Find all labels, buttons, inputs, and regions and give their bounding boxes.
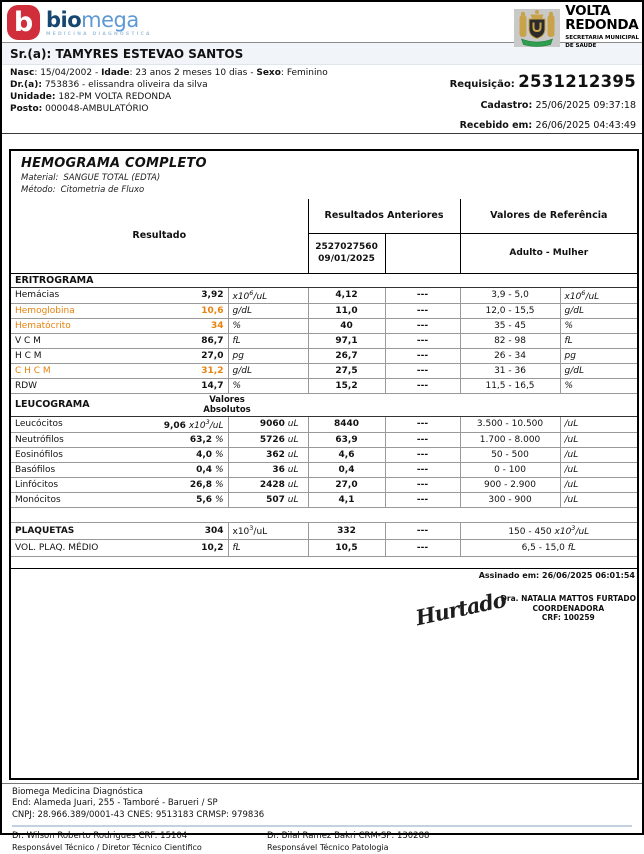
result-number: 34 [210, 320, 224, 331]
cell-absolute-value [228, 492, 308, 507]
cell-previous-result: 27,0 [308, 477, 385, 492]
cell-analyte-name: VOL. PLAQ. MÉDIO [11, 539, 146, 556]
ref-group-header: Adulto - Mulher [460, 233, 637, 273]
unit-text: g/dL [564, 365, 584, 376]
unit-text: /uL [564, 479, 579, 490]
results-table [11, 199, 637, 569]
cell-result-value [146, 462, 228, 477]
cell-previous-result: 4,6 [308, 447, 385, 462]
section-header-row [11, 273, 637, 287]
volta-line2: REDONDA [565, 16, 639, 33]
cell-analyte-name: PLAQUETAS [11, 522, 146, 539]
idade-label: Idade [101, 68, 130, 78]
prev-result-id-header [308, 233, 385, 273]
table-row [11, 363, 637, 378]
cell-previous-result-2: --- [385, 447, 460, 462]
unit-text: fL [232, 335, 241, 346]
cell-analyte-name: Hemácias [11, 287, 146, 303]
spacer-row [11, 556, 637, 568]
volta-redonda-text [565, 5, 639, 50]
nasc-value: : 15/04/2002 - [34, 68, 102, 78]
cell-previous-result: 97,1 [308, 333, 385, 348]
footer-registry: CNPJ: 28.966.389/0001-43 CNES: 9513183 CRMSP: 979836 [12, 809, 265, 820]
cell-previous-result: 63,9 [308, 432, 385, 447]
result-number: 4,0 [196, 449, 213, 460]
result-number: 14,7 [201, 380, 224, 391]
header-logo-row [2, 2, 642, 50]
cell-reference-range: 0 - 100 [460, 462, 560, 477]
cell-analyte-name: H C M [11, 348, 146, 363]
cell-analyte-name: Basófilos [11, 462, 146, 477]
cell-previous-result-2: --- [385, 492, 460, 507]
exam-title: HEMOGRAMA COMPLETO [21, 156, 207, 171]
cell-result-value [146, 539, 228, 556]
footer-address: End: Alameda Juari, 255 - Tamboré - Barueri / SP [12, 798, 218, 809]
recebido-line [450, 120, 636, 131]
cell-reference-unit [560, 303, 637, 318]
result-number: 3,92 [201, 290, 224, 300]
cell-reference-range: 35 - 45 [460, 318, 560, 333]
section-divider [2, 133, 642, 134]
result-number: 26,8 [189, 479, 213, 490]
cell-reference-range: 1.700 - 8.000 [460, 432, 560, 447]
unit-text: % [564, 320, 574, 331]
unit-text: $x10^3/uL$ [185, 417, 224, 431]
cell-reference-range: 31 - 36 [460, 363, 560, 378]
cell-reference-unit [560, 447, 637, 462]
cell-reference-unit [560, 432, 637, 447]
unit-text: /uL [564, 434, 579, 445]
cell-previous-result: 8440 [308, 416, 385, 432]
unit-text: g/dL [232, 365, 252, 376]
unit-text: % [232, 380, 242, 391]
volta-sub2: DE SAUDE [565, 43, 597, 50]
cell-previous-result: 15,2 [308, 378, 385, 393]
unit-text: /uL [564, 449, 579, 460]
patient-info-block [2, 65, 642, 131]
cell-previous-result-2: --- [385, 318, 460, 333]
abs-values-header [146, 393, 308, 416]
cell-reference-unit [560, 492, 637, 507]
table-row [11, 333, 637, 348]
cell-previous-result: 26,7 [308, 348, 385, 363]
abs-header-line1: Valores [209, 394, 245, 405]
cell-reference-range: 26 - 34 [460, 348, 560, 363]
requisicao-line [450, 72, 636, 91]
signer-role: COORDENADORA [532, 603, 605, 613]
cell-unit [228, 522, 308, 539]
result-number: 10,6 [201, 305, 224, 316]
result-number: 27,0 [201, 350, 224, 361]
cell-previous-result-2: --- [385, 378, 460, 393]
cell-previous-result: 0,4 [308, 462, 385, 477]
signed-at-line [11, 569, 637, 580]
cell-previous-result-2: --- [385, 539, 460, 556]
cell-result-value [146, 378, 228, 393]
unit-text: % [232, 320, 242, 331]
requisicao-number: 2531212395 [518, 72, 636, 91]
table-row [11, 522, 637, 539]
cell-previous-result: 10,5 [308, 539, 385, 556]
cell-result-value [146, 333, 228, 348]
cell-absolute-value [228, 462, 308, 477]
section-title: LEUCOGRAMA [11, 393, 146, 416]
patient-line-posto [10, 104, 328, 116]
result-number: 31,2 [201, 365, 224, 376]
cell-absolute-value [228, 447, 308, 462]
cell-previous-result-2: --- [385, 477, 460, 492]
biomega-mega-text: mega [81, 8, 139, 32]
posto-value: 000048-AMBULATÓRIO [42, 103, 149, 114]
prev-result-date: 09/01/2025 [318, 254, 375, 264]
doctor-label: Dr.(a): [10, 79, 42, 90]
biomega-logo [5, 4, 154, 41]
footer-company: Biomega Medicina Diagnóstica [12, 787, 143, 797]
cell-result-value [146, 363, 228, 378]
unit-text: fL [567, 542, 576, 553]
volta-redonda-logo [514, 4, 639, 50]
cell-analyte-name: Eosinófilos [11, 447, 146, 462]
cell-reference-unit [560, 462, 637, 477]
cell-absolute-value [228, 416, 308, 432]
prev-result-empty-header [385, 233, 460, 273]
result-number: 63,2 [189, 434, 213, 445]
cell-previous-result: 332 [308, 522, 385, 539]
cell-reference-unit [560, 477, 637, 492]
unit-text: % [212, 479, 224, 490]
cell-previous-result-2: --- [385, 416, 460, 432]
cell-result-value [146, 432, 228, 447]
cell-result-value [146, 348, 228, 363]
unit-text: % [212, 449, 224, 460]
cell-unit [228, 318, 308, 333]
signer-crf: CRF: 100259 [541, 613, 595, 623]
cell-previous-result: 4,12 [308, 287, 385, 303]
cell-analyte-name: Hematócrito [11, 318, 146, 333]
spacer-row [11, 507, 637, 522]
unit-text: $x10^3/uL$ [554, 524, 590, 538]
section-header-row [11, 393, 637, 416]
unit-text: % [212, 434, 224, 445]
sexo-label: Sexo [256, 68, 281, 78]
cell-previous-result: 40 [308, 318, 385, 333]
cell-absolute-value [228, 432, 308, 447]
cell-result-value [146, 477, 228, 492]
cell-previous-result: 11,0 [308, 303, 385, 318]
cell-reference-range: 3,9 - 5,0 [460, 287, 560, 303]
cell-previous-result-2: --- [385, 303, 460, 318]
cell-unit [228, 303, 308, 318]
signature-block [11, 586, 637, 631]
material-value: SANGUE TOTAL (EDTA) [63, 173, 161, 183]
cell-analyte-name: Monócitos [11, 492, 146, 507]
doctor2-name: Dr. Bilal Ramez Bakri CRM-SP: 130288 [267, 831, 430, 842]
table-row [11, 477, 637, 492]
cell-reference-range: 11,5 - 16,5 [460, 378, 560, 393]
cell-unit [228, 348, 308, 363]
cell-reference-range: 12,0 - 15,5 [460, 303, 560, 318]
unit-text: /uL [564, 464, 579, 475]
doctor1-name: Dr. Wilson Roberto Rodrigues CRF: 15104 [12, 831, 188, 842]
cell-reference-range: 300 - 900 [460, 492, 560, 507]
patient-line-doctor [10, 80, 328, 92]
cell-analyte-name: V C M [11, 333, 146, 348]
unit-text: $x10^6/uL$ [232, 288, 268, 302]
cell-absolute-value [228, 477, 308, 492]
abs-unit: uL [287, 434, 299, 445]
unit-text: $x10^3/uL$ [232, 524, 268, 538]
abs-unit: uL [287, 419, 299, 430]
table-row [11, 416, 637, 432]
result-number: 10,2 [201, 542, 224, 553]
footer-doctors [12, 825, 632, 853]
cell-analyte-name: Neutrófilos [11, 432, 146, 447]
results-box [9, 149, 639, 780]
cell-analyte-name: RDW [11, 378, 146, 393]
signed-label: Assinado em: [478, 570, 543, 580]
unit-text: /uL [564, 494, 579, 505]
unidade-value: 182-PM VOLTA REDONDA [55, 91, 172, 102]
doctor2-block [267, 831, 429, 853]
biomega-bio-text: bio [46, 8, 82, 32]
cell-result-value [146, 522, 228, 539]
patient-line-unidade [10, 92, 328, 104]
patient-details [10, 68, 328, 131]
doctor1-block [12, 831, 267, 853]
abs-number: 36 [272, 464, 285, 475]
unit-text: /uL [564, 419, 579, 430]
cadastro-label: Cadastro: [480, 100, 536, 111]
unit-text: % [564, 380, 574, 391]
cell-result-value [146, 447, 228, 462]
signer-name: Dra. NATALIA MATTOS FURTADO [500, 593, 636, 603]
idade-value: : 23 anos 2 meses 10 dias - [129, 68, 257, 78]
cell-reference-unit [560, 363, 637, 378]
table-row [11, 348, 637, 363]
cell-previous-result-2: --- [385, 333, 460, 348]
cell-previous-result-2: --- [385, 348, 460, 363]
sexo-value: : Feminino [280, 68, 328, 78]
signature-scribble: Hurtado [413, 586, 509, 631]
abs-unit: uL [287, 449, 299, 460]
exam-method-line [21, 185, 627, 195]
cell-result-value [146, 416, 228, 432]
exam-material-line [21, 173, 627, 183]
doctor1-role: Responsável Técnico / Diretor Técnico Cientifico [12, 842, 202, 852]
biomega-tagline: MEDICINA DIAGNÓSTICA [46, 32, 152, 37]
posto-label: Posto: [10, 103, 43, 114]
method-label: Método: [21, 185, 56, 195]
unit-text: % [212, 494, 224, 505]
table-row [11, 539, 637, 556]
cell-reference-range: 82 - 98 [460, 333, 560, 348]
cell-previous-result-2: --- [385, 363, 460, 378]
abs-unit: uL [287, 464, 299, 475]
result-number: 9,06 [163, 420, 186, 431]
biomega-badge-icon: b [7, 5, 40, 40]
cell-result-value [146, 492, 228, 507]
abs-number: 5726 [259, 434, 285, 445]
request-info-block [450, 68, 636, 131]
cell-result-value [146, 287, 228, 303]
volta-redonda-crest-icon [514, 9, 560, 47]
table-row [11, 303, 637, 318]
patient-line-nasc [10, 68, 328, 80]
cell-unit [228, 539, 308, 556]
unidade-label: Unidade: [10, 91, 56, 102]
col-header-referencia: Valores de Referência [460, 199, 637, 233]
cell-previous-result-2: --- [385, 522, 460, 539]
cell-previous-result: 4,1 [308, 492, 385, 507]
cell-analyte-name: Hemoglobina [11, 303, 146, 318]
table-row [11, 447, 637, 462]
cell-unit [228, 287, 308, 303]
unit-text: fL [232, 542, 241, 553]
abs-number: 507 [266, 494, 285, 505]
cadastro-line [450, 100, 636, 111]
table-row [11, 318, 637, 333]
abs-unit: uL [287, 479, 299, 490]
unit-text: g/dL [232, 305, 252, 316]
cell-previous-result-2: --- [385, 287, 460, 303]
cell-reference-unit [560, 348, 637, 363]
table-row [11, 462, 637, 477]
doctor-value: 753836 - elissandra oliveira da silva [41, 79, 208, 90]
cell-previous-result-2: --- [385, 462, 460, 477]
cell-reference-unit [560, 333, 637, 348]
section-header-rest [308, 393, 637, 416]
requisicao-label: Requisição: [449, 79, 519, 90]
cell-reference-range: 150 - 450 $x10^3/uL$ [460, 522, 637, 539]
cell-unit [228, 363, 308, 378]
abs-number: 2428 [259, 479, 285, 490]
unit-text: $x10^6/uL$ [564, 288, 600, 302]
patient-name-bar: Sr.(a): TAMYRES ESTEVAO SANTOS [2, 43, 642, 65]
spacer-cell [11, 556, 637, 568]
cell-reference-range: 3.500 - 10.500 [460, 416, 560, 432]
cell-reference-range: 900 - 2.900 [460, 477, 560, 492]
doctor2-role: Responsável Técnico Patologia [267, 842, 389, 852]
unit-text: fL [564, 335, 573, 346]
unit-text: pg [564, 350, 576, 361]
cell-reference-range: 50 - 500 [460, 447, 560, 462]
cell-analyte-name: C H C M [11, 363, 146, 378]
recebido-label: Recebido em: [459, 120, 536, 131]
biomega-wordmark [46, 5, 152, 38]
abs-header-line2: Absolutos [203, 404, 251, 415]
signed-value: 26/06/2025 06:01:54 [542, 570, 635, 580]
table-row [11, 378, 637, 393]
result-number: 304 [204, 525, 224, 536]
cell-analyte-name: Linfócitos [11, 477, 146, 492]
cell-unit [228, 378, 308, 393]
section-title: ERITROGRAMA [11, 273, 637, 287]
cell-reference-unit [560, 318, 637, 333]
unit-text: % [212, 464, 224, 475]
cell-unit [228, 333, 308, 348]
method-value: Citometria de Fluxo [60, 185, 145, 195]
table-row [11, 287, 637, 303]
result-number: 0,4 [196, 464, 213, 475]
cell-previous-result: 27,5 [308, 363, 385, 378]
page-footer [2, 783, 642, 854]
spacer-cell [11, 507, 637, 522]
cell-reference-unit [560, 378, 637, 393]
prev-result-id: 2527027560 [315, 241, 378, 252]
cell-reference-unit [560, 416, 637, 432]
recebido-value: 26/06/2025 04:43:49 [535, 120, 636, 131]
exam-header [11, 151, 637, 199]
nasc-label: Nasc [10, 68, 35, 78]
table-row [11, 432, 637, 447]
cell-reference-range: 6,5 - 15,0 fL [460, 539, 637, 556]
col-header-resultado: Resultado [11, 199, 308, 273]
volta-line1: VOLTA [565, 3, 611, 19]
cell-analyte-name: Leucócitos [11, 416, 146, 432]
col-header-anteriores: Resultados Anteriores [308, 199, 460, 233]
signer-info [501, 594, 636, 623]
cell-reference-unit [560, 287, 637, 303]
cell-previous-result-2: --- [385, 432, 460, 447]
table-row [11, 492, 637, 507]
abs-number: 9060 [259, 419, 285, 430]
cadastro-value: 25/06/2025 09:37:18 [535, 100, 636, 111]
unit-text: g/dL [564, 305, 584, 316]
abs-number: 362 [266, 449, 285, 460]
result-number: 5,6 [196, 494, 213, 505]
unit-text: pg [232, 350, 244, 361]
cell-result-value [146, 303, 228, 318]
cell-result-value [146, 318, 228, 333]
volta-sub1: SECRETARIA MUNICIPAL [565, 34, 639, 41]
material-label: Material: [21, 173, 59, 183]
result-number: 86,7 [201, 335, 224, 346]
abs-unit: uL [287, 494, 299, 505]
